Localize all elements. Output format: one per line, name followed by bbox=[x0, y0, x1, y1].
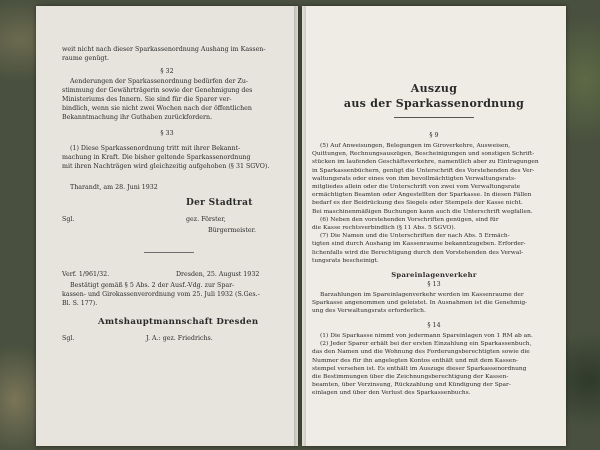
text-line: die Kasse rechtsverbindlich (§ 11 Abs. 5 SGVO). bbox=[312, 225, 456, 231]
text-line: Barzahlungen im Spareinlagenverkehr werden im Kassenraume der bbox=[320, 292, 524, 298]
text-line: Bl. S. 177). bbox=[62, 300, 98, 307]
divider bbox=[144, 252, 194, 253]
left-page bbox=[36, 6, 298, 446]
title-rule bbox=[394, 117, 474, 118]
seal-note: Sgl. bbox=[62, 335, 75, 342]
text-line: Ministeriums des Innern. Sie sind für die Sparer ver- bbox=[62, 96, 232, 103]
text-line: Bestätigt gemäß § 5 Abs. 2 der Ausf.-Vdg. zur Spar- bbox=[70, 282, 235, 289]
council-name: Der Stadtrat bbox=[186, 198, 253, 208]
document-subtitle: aus der Sparkassenordnung bbox=[343, 97, 525, 110]
text-line: bedarf es der Beidrückung des Siegels oder Stempels der Kasse nicht. bbox=[312, 200, 523, 207]
text-line: weit nicht nach dieser Sparkassenordnung Aushang im Kassen- bbox=[62, 46, 266, 53]
text-line: Bei maschinenmäßigen Buchungen kann auch die Unterschrift wegfallen. bbox=[312, 208, 533, 215]
section-number: § 32 bbox=[160, 68, 174, 75]
text-line: ermächtigten Beamten oder Angestellten der Sparkasse. In diesen Fällen bbox=[312, 192, 532, 199]
place-date: Tharandt, am 28. Juni 1932 bbox=[70, 184, 158, 191]
text-line: Nummer des für ihn angelegten Kontos enthält und mit dem Kassen- bbox=[312, 357, 519, 364]
text-line: in Sparkassenbüchern, genügt die Unterschrift des Vorstehenden des Ver- bbox=[312, 167, 535, 174]
text-line: Quittungen, Rechnungsauszügen, Bescheinigungen und sonstigen Schrift- bbox=[312, 151, 535, 158]
signature: J. A.: gez. Friedrichs. bbox=[146, 335, 213, 342]
right-page bbox=[302, 6, 566, 446]
text-line: (2) Jeder Sparer erhält bei der ersten Einzahlung ein Sparkassenbuch, bbox=[320, 341, 532, 348]
text-line: stücken im laufenden Geschäftsverkehre, namentlich aber zu Eintragungen bbox=[312, 159, 539, 166]
section-number: § 33 bbox=[160, 130, 174, 137]
section-number: § 14 bbox=[427, 322, 441, 329]
signer-title: Bürgermeister. bbox=[208, 227, 256, 234]
text-line: (1) Diese Sparkassenordnung tritt mit ihrer Bekannt- bbox=[70, 145, 241, 152]
text-line: stimmung der Gewährträgerin sowie der Genehmigung des bbox=[62, 87, 253, 94]
text-line: (6) Neben den vorstehenden Vorschriften genügen, sind für bbox=[320, 216, 499, 223]
section-heading: Spareinlagenverkehr bbox=[391, 271, 477, 279]
section-number: § 13 bbox=[427, 281, 441, 288]
text-line: stempel versehen ist. Es enthält im Auszuge dieser Sparkassenordnung bbox=[312, 365, 527, 372]
text-line: kassen- und Girokassenverordnung vom 25. Juli 1932 (S.Ges.- bbox=[62, 291, 260, 298]
text-line: Bekanntmachung ihr Guthaben zurückfordern. bbox=[62, 114, 213, 121]
reference-date: Dresden, 25. August 1932 bbox=[176, 271, 260, 278]
text-line: (7) Die Namen und die Unterschriften der nach Abs. 5 Ermäch- bbox=[320, 233, 510, 240]
text-line: tigten sind durch Aushang im Kassenraume bekanntzugeben. Erforder- bbox=[312, 241, 526, 248]
text-line: raume genügt. bbox=[62, 55, 109, 62]
signature: gez. Förster, bbox=[186, 216, 226, 223]
text-line: mitgliedes allein oder die Unterschrift von zwei vom Verwaltungsrate bbox=[312, 184, 521, 190]
text-line: bindlich, wenn sie nicht zwei Wochen nach der öffentlichen bbox=[62, 105, 252, 112]
book-gutter bbox=[294, 6, 306, 446]
text-line: Sparkasse angenommen und geleistet. In Ausnahmen ist die Genehmig- bbox=[312, 300, 528, 307]
text-line: waltungsrats oder eines von ihm bevollmächtigten Verwaltungsrats- bbox=[312, 175, 517, 182]
reference-number: Verf. 1/961/32. bbox=[62, 271, 110, 278]
text-line: das den Namen und die Wohnung des Forderungsberechtigten sowie die bbox=[312, 349, 530, 356]
text-line: machung in Kraft. Die bisher geltende Sparkassenordnung bbox=[62, 154, 251, 161]
document-title: Auszug bbox=[410, 82, 458, 95]
text-line: einlagen und über den Verlust des Sparkassenbuchs. bbox=[312, 390, 471, 397]
text-line: beamten, über Verzinsung, Rückzahlung und Kündigung der Spar- bbox=[312, 382, 511, 389]
text-line: Aenderungen der Sparkassenordnung bedürfen der Zu- bbox=[70, 78, 249, 85]
text-line: ung des Verwaltungsrats erforderlich. bbox=[312, 308, 426, 315]
seal-note: Sgl. bbox=[62, 216, 75, 223]
text-line: die Bestimmungen über die Zeichnungsberechtigung der Kassen- bbox=[312, 374, 509, 380]
authority-name: Amtshauptmannschaft Dresden bbox=[98, 317, 259, 327]
text-line: (1) Die Sparkasse nimmt von jedermann Spareinlagen von 1 RM ab an. bbox=[320, 333, 533, 339]
text-line: tungsrats bescheinigt. bbox=[312, 257, 379, 264]
text-line: (5) Auf Anweisungen, Belegungen im Giroverkehre, Ausweisen, bbox=[320, 143, 511, 149]
section-number: § 9 bbox=[429, 132, 439, 139]
text-line: mit ihren Nachträgen wird gleichzeitig aufgehoben (§ 31 SGVO). bbox=[62, 163, 270, 170]
text-line: lichenfalls wird die Berechtigung durch den Vorstehenden des Verwal- bbox=[312, 249, 524, 256]
